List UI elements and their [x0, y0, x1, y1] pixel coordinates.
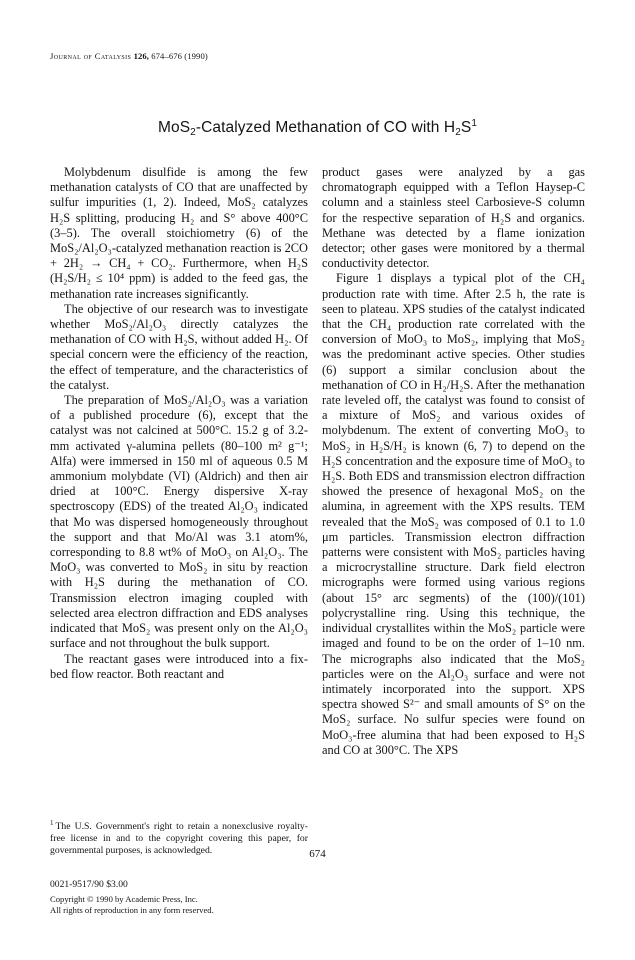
publication-meta [50, 880, 350, 915]
title-footnote-ref: 1 [471, 118, 477, 129]
left-paragraph: The objective of our research was to investigate whether MoS₂/Al₂O₃ directly catalyzes the methanation of CO with H₂S, without added H₂. Of special concern were the efficiency of the reaction, the effect of temperature, and the characteristics of the catalyst. [50, 301, 308, 392]
left-column [50, 165, 308, 682]
copyright-line: Copyright © 1990 by Academic Press, Inc. [50, 893, 198, 904]
journal-name: Journal of Catalysis [50, 51, 132, 61]
left-paragraph: Molybdenum disulfide is among the few methanation catalysts of CO that are unaffected by sulfur impurities (1, 2). Indeed, MoS₂ catalyzes H₂S splitting, producing H₂ and S° above 400°C (3–5). The overall stoichiometry (6) of the MoS₂/Al₂O₃-catalyzed methanation reaction is 2CO + 2H₂ → CH₄ + CO₂. Furthermore, when H₂S (H₂S/H₂ ≤ 10⁴ ppm) is added to the feed gas, the methanation rate increases significantly. [50, 165, 308, 301]
left-paragraph: The reactant gases were introduced into a fix-bed flow reactor. Both reactant and [50, 651, 308, 681]
title-part-3: S [460, 119, 472, 136]
rights-line: All rights of reproduction in any form reserved. [50, 904, 214, 915]
title-part-2: -Catalyzed Methanation of CO with H [195, 119, 456, 136]
issn-price: 0021-9517/90 $3.00 [50, 879, 128, 890]
article-title [0, 118, 635, 138]
right-paragraph: Figure 1 displays a typical plot of the CH₄ production rate with time. After 2.5 h, the rate is seen to plateau. XPS studies of the catalyst indicated that the CH₄ production rate correlated with the conversion of MoO₃ to MoS₂, implying that MoS₂ was the predominant active species. Other studies (6) support a similar conclusion about the methanation of CO in H₂/H₂S. After the methanation rate leveled off, the catalyst was found to consist of a mixture of MoS₂ and various oxides of molybdenum. The extent of converting MoO₃ to MoS₂ in H₂S/H₂ is known (6, 7) to depend on the H₂S concentration and the exposure time of MoO₃ to H₂S. Both EDS and transmission electron diffraction showed the presence of hexagonal MoS₂ on the alumina, in agreement with the XPS results. TEM revealed that the MoS₂ was composed of 0.1 to 1.0 μm particles. Transmission electron diffraction patterns were consistent with MoS₂ particles having a microcrystalline structure. Dark field electron micrographs were formed using various regions (about 15° arc segments) of the (100)/(101) polycrystalline ring. Using this technique, the individual crystallites within the MoS₂ particle were imaged and found to be on the order of 1–10 nm. The micrographs also indicated that the MoS₂ particles were on the Al₂O₃ surface and were not intimately incorporated into the support. XPS spectra showed S²⁻ and small amounts of S° on the MoS₂ surface. No sulfur species were found on MoO₃-free alumina that had been exposed to H₂S and CO at 300°C. The XPS [322, 271, 585, 757]
title-subscript-1: 2 [190, 127, 196, 138]
journal-header [50, 51, 350, 62]
right-column [322, 165, 585, 758]
right-paragraph: product gases were analyzed by a gas chromatograph equipped with a Teflon Haysep-C column and a stainless steel Carbosieve-S column for the respective separation of H₂S and organics. Methane was detected by a flame ionization detector; other gases were monitored by a thermal conductivity detector. [322, 165, 585, 271]
footnote-mark: 1 [50, 819, 54, 827]
left-paragraph: The preparation of MoS₂/Al₂O₃ was a variation of a published procedure (6), except that the catalyst was not calcined at 500°C. 15.2 g of 3.2-mm activated γ-alumina pellets (80–100 m² g⁻¹; Alfa) were immersed in 150 ml of aqueous 0.5 M ammonium molybdate (VI) (Aldrich) and then air dried at 100°C. Energy dispersive X-ray spectroscopy (EDS) of the treated Al₂O₃ indicated that Mo was dispersed homogeneously throughout the support and that Mo/Al was 3.1 atom%, corresponding to 8.8 wt% of MoO₃ on Al₂O₃. The MoO₃ was converted to MoS₂ in situ by reaction with H₂S during the methanation of CO. Transmission electron imaging coupled with selected area electron diffraction and EDS analyses indicated that MoS₂ was present only on the Al₂O₃ surface and not throughout the bulk support. [50, 393, 308, 651]
journal-volume: 126, [133, 51, 150, 61]
page-number: 674 [309, 848, 326, 860]
title-subscript-2: 2 [455, 127, 461, 138]
journal-pages-year: 674–676 (1990) [151, 51, 208, 61]
footnote-text: The U.S. Government's right to retain a nonexclusive royalty-free license in and to the copyright covering this paper, for governmental purposes, is acknowledged. [50, 821, 308, 857]
title-part-1: MoS [157, 119, 191, 136]
